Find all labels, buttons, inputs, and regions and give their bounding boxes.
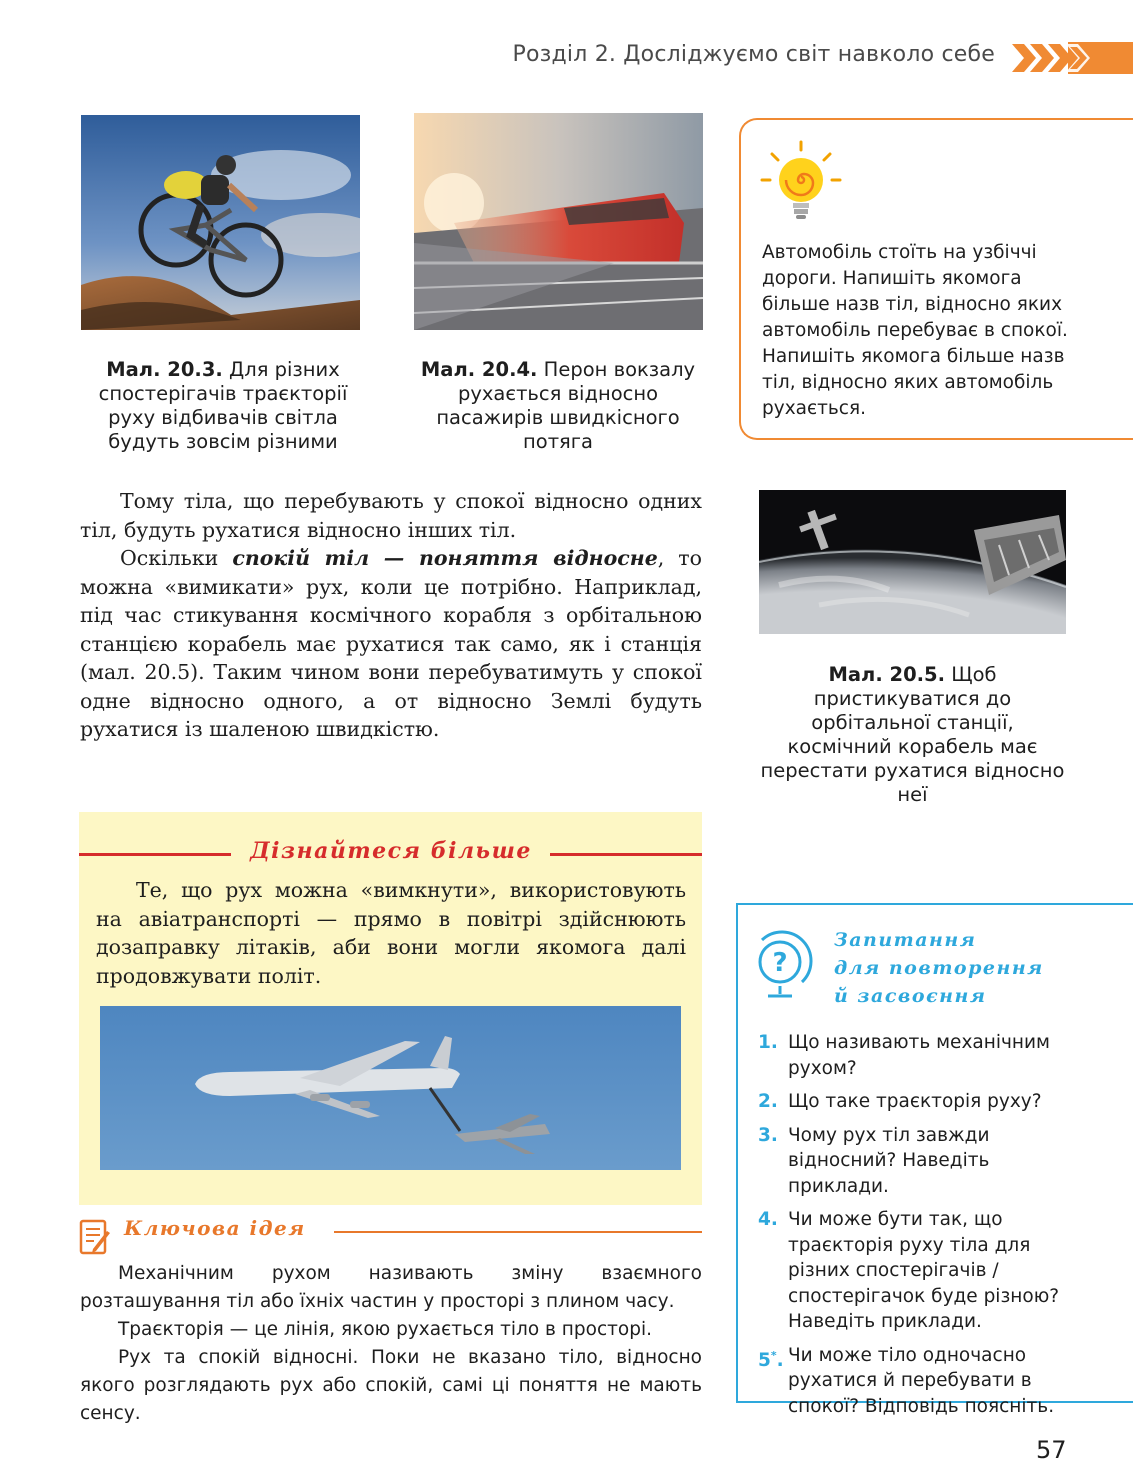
- learn-more-text: Те, що рух можна «вимкнути», використовують на авіатранспорті — прямо в повітрі здійснюють дозаправку літаків, аби вони могли якомога далі продовжувати політ.: [96, 878, 686, 988]
- question-item: [758, 1343, 1068, 1420]
- question-number: 2.: [758, 1091, 778, 1112]
- figure-label: Мал. 20.4.: [420, 358, 538, 381]
- question-number: 4.: [758, 1209, 778, 1230]
- questions-title-line: Запитання: [834, 929, 977, 951]
- question-text: Чому рух тіл завжди відносний? Наведіть приклади.: [788, 1124, 990, 1197]
- figure-caption-20-4: [410, 358, 706, 454]
- figure-text: Щоб пристикуватися до орбітальної станції, космічний корабель має перестати рухатися відносно неї: [760, 663, 1065, 806]
- divider: [79, 853, 231, 856]
- figure-caption-20-5: [760, 663, 1065, 807]
- figure-label: Мал. 20.5.: [828, 663, 946, 686]
- key-idea-paragraph: Траєкторія — це лінія, якою рухається тіло в просторі.: [118, 1319, 652, 1340]
- refueling-plane-photo: [100, 1006, 681, 1170]
- body-text-end: , то можна «вимикати» рух, коли це потрібно. Наприклад, під час стикування космічного корабля з орбітальною станцією корабель має рухатися так само, як і станція (мал. 20.5). Таким чином вони перебуватимуть у спокої одне відносно одного, а от відносно Землі будуть рухатися із шаленою швидкістю.: [80, 546, 702, 741]
- questions-list: [758, 1030, 1068, 1427]
- question-number-digit: 5: [758, 1349, 771, 1371]
- figure-text: Перон вокзалу рухається відносно пасажирів швидкісного потяга: [436, 358, 696, 453]
- cyclist-photo: [81, 115, 360, 330]
- space-station-photo: [759, 490, 1066, 634]
- figure-text: Для різних спостерігачів траєкторії руху відбивачів світла будуть зовсім різними: [98, 358, 348, 453]
- question-text: Що таке траєкторія руху?: [788, 1091, 1042, 1112]
- divider: [550, 853, 702, 856]
- question-item: [758, 1030, 1068, 1081]
- key-idea-title: Ключова ідея: [124, 1216, 306, 1240]
- questions-title-line: для повторення: [834, 957, 1044, 979]
- svg-text:?: ?: [772, 948, 788, 978]
- tip-text: Автомобіль стоїть на узбіччі дороги. Напишіть якомога більше назв тіл, відносно яких автомобіль перебуває в спокої. Напишіть якомога більше назв тіл, відносно яких автомобіль рухається.: [762, 242, 1068, 419]
- question-item: [758, 1123, 1068, 1200]
- figure-label: Мал. 20.3.: [106, 358, 223, 381]
- key-idea-paragraph: Механічним рухом називають зміну взаємного розташування тіл або їхніх частин у просторі з плином часу.: [80, 1263, 702, 1312]
- section-title: Розділ 2. Досліджуємо світ навколо себе: [512, 42, 995, 67]
- question-number: [758, 1343, 788, 1420]
- question-text: Чи може тіло одночасно рухатися й перебувати в спокої? Відповідь поясніть.: [788, 1344, 1055, 1417]
- train-photo: [414, 113, 703, 330]
- figure-caption-20-3: [78, 358, 368, 454]
- divider: [334, 1231, 702, 1233]
- question-number: 1.: [758, 1032, 778, 1053]
- notepad-pencil-icon: [78, 1217, 114, 1257]
- question-item: [758, 1207, 1068, 1335]
- question-number: 3.: [758, 1124, 778, 1146]
- body-text-start: Оскільки: [120, 546, 233, 570]
- question-text: Чи може бути так, що траєкторія руху тіла для різних спостерігачів / спостерігачок буде різною? Наведіть приклади.: [788, 1209, 1060, 1332]
- key-idea-paragraph: Рух та спокій відносні. Поки не вказано тіло, відносно якого розглядають рух або спокій, самі ці поняття не мають сенсу.: [80, 1347, 702, 1424]
- question-globe-icon: [752, 930, 814, 1004]
- spiral-lightbulb-icon: [760, 140, 842, 222]
- question-number-dot: .: [776, 1349, 784, 1371]
- advanced-star: *: [770, 1348, 777, 1362]
- body-paragraph: Тому тіла, що перебувають у спокої відносно одних тіл, будуть рухатися відносно інших тіл.: [80, 489, 702, 542]
- page-number: 57: [1036, 1436, 1067, 1464]
- questions-title-line: й засвоєння: [834, 985, 987, 1007]
- learn-more-title: Дізнайтеся більше: [250, 838, 532, 864]
- question-item: [758, 1089, 1068, 1115]
- key-idea-text: [80, 1260, 702, 1428]
- questions-title: [834, 926, 1084, 1010]
- emphasis-term: спокій тіл — поняття відносне: [232, 546, 658, 570]
- question-text: Що називають механічним рухом?: [788, 1032, 1050, 1079]
- body-text: [80, 487, 702, 744]
- body-paragraph: [80, 544, 702, 744]
- chevrons-icon: [1012, 42, 1133, 74]
